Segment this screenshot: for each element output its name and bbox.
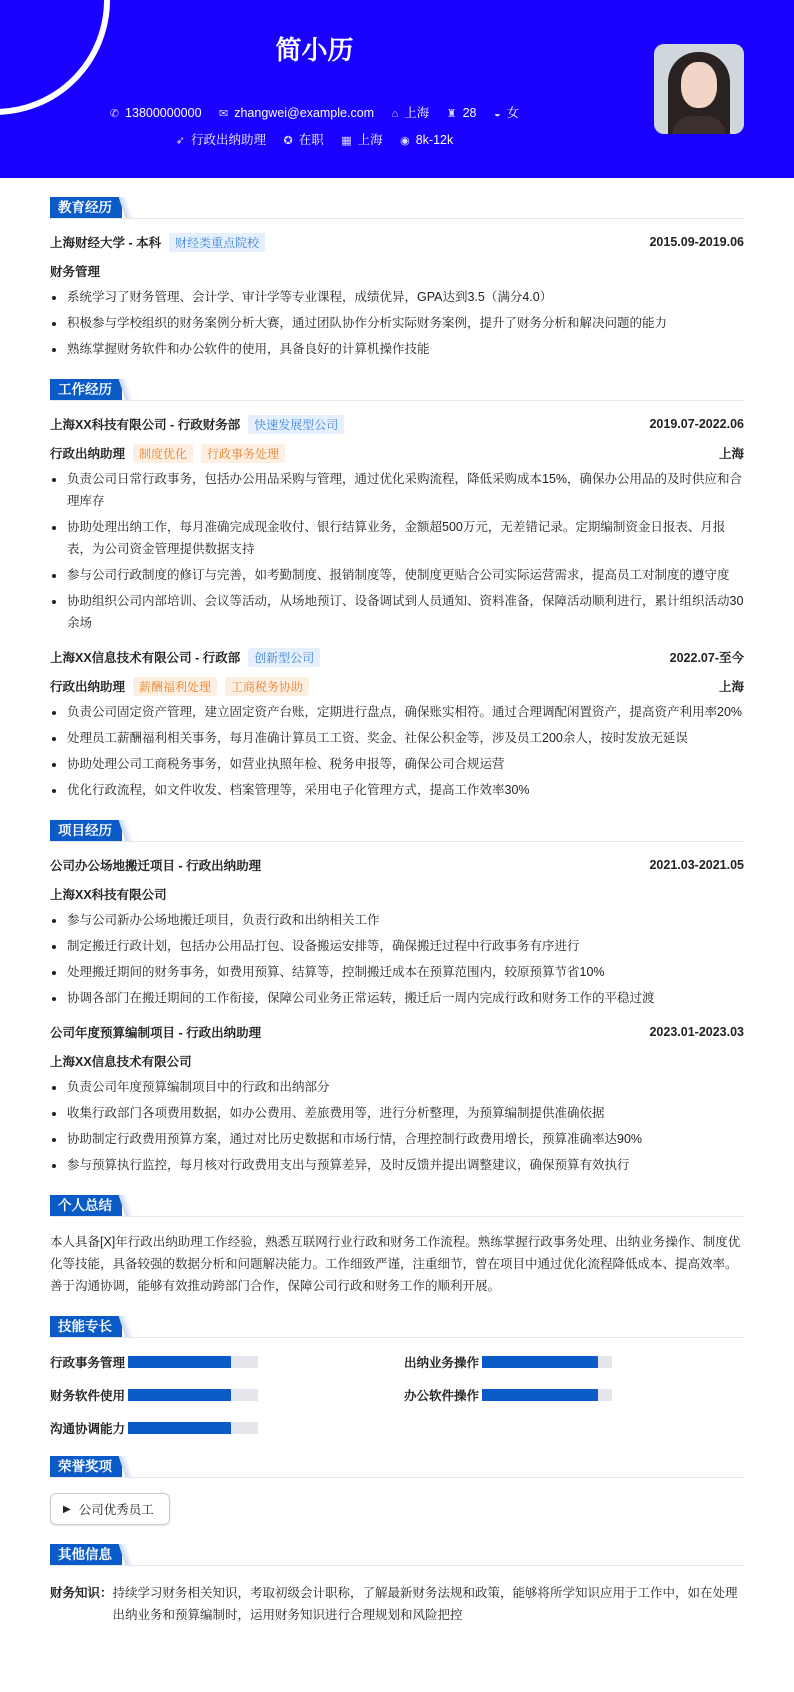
job: 行政出纳助理 bbox=[190, 133, 266, 147]
bullet-item: 熟练掌握财务软件和办公软件的使用，具备良好的计算机操作技能 bbox=[50, 338, 744, 360]
resume-header bbox=[0, 0, 794, 178]
role-name: 行政出纳助理 bbox=[50, 680, 126, 694]
phone: 13800000000 bbox=[125, 106, 202, 120]
bullet-item: 处理员工薪酬福利相关事务，每月准确计算员工工资、奖金、社保公积金等，涉及员工200余人，按时发放无延误 bbox=[50, 727, 744, 749]
skill-bar-fill bbox=[482, 1356, 598, 1368]
bullet-item: 收集行政部门各项费用数据，如办公费用、差旅费用等，进行分析整理，为预算编制提供准确依据 bbox=[50, 1102, 744, 1124]
work-city: 上海 bbox=[357, 133, 383, 147]
bullet-item: 负责公司固定资产管理，建立固定资产台账，定期进行盘点，确保账实相符。通过合理调配闲置资产，提高资产利用率20% bbox=[50, 701, 744, 723]
section-title-label: 工作经历 bbox=[50, 379, 122, 400]
work-location: 上海 bbox=[718, 447, 744, 461]
bullet-item: 协助组织公司内部培训、会议等活动，从场地预订、设备调试到人员通知、资料准备，保障活动顺利进行，累计组织活动30余场 bbox=[50, 590, 744, 634]
project-title: 公司年度预算编制项目 - 行政出纳助理 bbox=[50, 1026, 262, 1040]
role-tag: 制度优化 bbox=[133, 444, 193, 463]
major bbox=[50, 262, 744, 280]
school-name: 上海财经大学 - 本科 bbox=[50, 235, 162, 250]
bullet-item: 参与预算执行监控，每月核对行政费用支出与预算差异，及时反馈并提出调整建议，确保预算有效执行 bbox=[50, 1154, 744, 1176]
other-info-key: 财务知识： bbox=[50, 1586, 113, 1600]
caret-right-icon: ▶ bbox=[63, 1503, 71, 1515]
phone-icon: ✆ bbox=[109, 108, 120, 120]
status-icon: ✪ bbox=[283, 135, 293, 147]
email: zhangwei@example.com bbox=[234, 106, 375, 120]
role-wrap bbox=[50, 444, 285, 462]
company-name: 上海XX科技有限公司 - 行政财务部 bbox=[50, 417, 241, 432]
bullet-item: 协调各部门在搬迁期间的工作衔接，保障公司业务正常运转，搬迁后一周内完成行政和财务工作的平稳过渡 bbox=[50, 987, 744, 1009]
bullet-item: 参与公司行政制度的修订与完善，如考勤制度、报销制度等，使制度更贴合公司实际运营需求，提高员工对制度的遵守度 bbox=[50, 564, 744, 586]
summary-text: 本人具备[X]年行政出纳助理工作经验，熟悉互联网行业行政和财务工作流程。熟练掌握行政事务处理、出纳业务操作、制度优化等技能，具备较强的数据分析和问题解决能力。工作细致严谨，注重细节，曾在项目中通过优化流程降低成本、提高效率。善于沟通协调，能够有效推动跨部门合作，保障公司行政和财务工作的顺利开展。 bbox=[50, 1235, 741, 1293]
section-title-projects bbox=[50, 820, 744, 842]
skill-bar bbox=[128, 1356, 258, 1368]
bullet-item: 参与公司新办公场地搬迁项目，负责行政和出纳相关工作 bbox=[50, 909, 744, 931]
bullet-item: 负责公司日常行政事务，包括办公用品采购与管理，通过优化采购流程，降低采购成本15%，确保办公用品的及时供应和合理库存 bbox=[50, 468, 744, 512]
bullet-list bbox=[50, 1076, 744, 1176]
project-entry-header bbox=[50, 856, 744, 874]
bullet-item: 系统学习了财务管理、会计学、审计学等专业课程，成绩优异，GPA达到3.5（满分4.0） bbox=[50, 286, 744, 308]
education-school-wrap bbox=[50, 233, 265, 252]
bullet-item: 优化行政流程，如文件收发、档案管理等，采用电子化管理方式，提高工作效率30% bbox=[50, 779, 744, 801]
section-title-awards bbox=[50, 1456, 744, 1478]
project-date: 2023.01-2023.03 bbox=[649, 1025, 744, 1039]
candidate-name: 简小历 bbox=[275, 35, 354, 65]
bullet-list bbox=[50, 286, 744, 360]
bullet-item: 协助处理出纳工作，每月准确完成现金收付、银行结算业务，金额超500万元，无差错记录。定期编制资金日报表、月报表，为公司资金管理提供数据支持 bbox=[50, 516, 744, 560]
project-company-row bbox=[50, 885, 744, 903]
skill-name: 财务软件使用 bbox=[50, 1389, 126, 1403]
role-row bbox=[50, 677, 744, 695]
role-row bbox=[50, 444, 744, 462]
role-tag: 薪酬福利处理 bbox=[133, 677, 217, 696]
company-tag: 快速发展型公司 bbox=[248, 415, 344, 434]
work-entry-header bbox=[50, 415, 744, 433]
work-date: 2022.07-至今 bbox=[669, 651, 744, 665]
bullet-list bbox=[50, 468, 744, 634]
skill-bar-fill bbox=[482, 1389, 598, 1401]
project-company: 上海XX科技有限公司 bbox=[50, 888, 167, 902]
role-wrap bbox=[50, 677, 309, 695]
section-title-work bbox=[50, 379, 744, 401]
skill-name: 行政事务管理 bbox=[50, 1356, 126, 1370]
skill-item bbox=[404, 1353, 744, 1371]
resume-body bbox=[0, 197, 794, 1626]
bullet-item: 处理搬迁期间的财务事务，如费用预算、结算等，控制搬迁成本在预算范围内，较原预算节省10% bbox=[50, 961, 744, 983]
skill-bar bbox=[482, 1356, 612, 1368]
skill-bar-fill bbox=[128, 1356, 231, 1368]
mail-icon: ✉ bbox=[219, 108, 229, 120]
company-tag: 创新型公司 bbox=[248, 648, 320, 667]
skill-item bbox=[50, 1419, 404, 1437]
award-name: 公司优秀员工 bbox=[78, 1503, 154, 1517]
other-info-item bbox=[50, 1582, 744, 1626]
section-title-label: 教育经历 bbox=[50, 197, 122, 218]
skill-item bbox=[404, 1386, 744, 1404]
skills-grid bbox=[50, 1353, 744, 1437]
work-entry-header bbox=[50, 648, 744, 666]
section-title-label: 项目经历 bbox=[50, 820, 122, 841]
project-company: 上海XX信息技术有限公司 bbox=[50, 1055, 192, 1069]
avatar bbox=[654, 44, 744, 134]
skill-name: 出纳业务操作 bbox=[404, 1356, 480, 1370]
skill-bar bbox=[128, 1422, 258, 1434]
project-entry-header bbox=[50, 1023, 744, 1041]
section-title-label: 技能专长 bbox=[50, 1316, 122, 1337]
company-wrap bbox=[50, 415, 344, 434]
role-tag: 行政事务处理 bbox=[201, 444, 285, 463]
role-tag: 工商税务协助 bbox=[225, 677, 309, 696]
gender-icon: ◒ bbox=[493, 108, 501, 120]
company-wrap bbox=[50, 648, 320, 667]
salary-icon: ◉ bbox=[400, 135, 410, 147]
bullet-list bbox=[50, 701, 744, 801]
bullet-list bbox=[50, 909, 744, 1009]
section-title-label: 荣誉奖项 bbox=[50, 1456, 122, 1477]
skill-item bbox=[50, 1386, 404, 1404]
work-location: 上海 bbox=[718, 680, 744, 694]
work-date: 2019.07-2022.06 bbox=[649, 417, 744, 431]
skill-bar bbox=[482, 1389, 612, 1401]
status: 在职 bbox=[298, 133, 324, 147]
company-name: 上海XX信息技术有限公司 - 行政部 bbox=[50, 650, 241, 665]
bullet-item: 负责公司年度预算编制项目中的行政和出纳部分 bbox=[50, 1076, 744, 1098]
skill-item bbox=[50, 1353, 404, 1371]
skill-bar bbox=[128, 1389, 258, 1401]
section-title-summary bbox=[50, 1195, 744, 1217]
award-item[interactable] bbox=[50, 1493, 170, 1525]
project-date: 2021.03-2021.05 bbox=[649, 858, 744, 872]
age: 28 bbox=[462, 106, 477, 120]
cake-icon: ♜ bbox=[446, 108, 457, 120]
city: 上海 bbox=[404, 106, 430, 120]
school-tag: 财经类重点院校 bbox=[169, 233, 265, 252]
bullet-item: 协助处理公司工商税务事务，如营业执照年检、税务申报等，确保公司合规运营 bbox=[50, 753, 744, 775]
education-date: 2015.09-2019.06 bbox=[649, 235, 744, 249]
salary: 8k-12k bbox=[415, 133, 454, 147]
skill-name: 沟通协调能力 bbox=[50, 1422, 126, 1436]
section-title-education bbox=[50, 197, 744, 219]
section-title-label: 其他信息 bbox=[50, 1544, 122, 1565]
section-title-label: 个人总结 bbox=[50, 1195, 122, 1216]
major-name: 财务管理 bbox=[50, 265, 101, 279]
send-icon: ➶ bbox=[175, 135, 185, 147]
section-title-other bbox=[50, 1544, 744, 1566]
project-title: 公司办公场地搬迁项目 - 行政出纳助理 bbox=[50, 859, 262, 873]
skill-bar-fill bbox=[128, 1422, 231, 1434]
other-info-value: 持续学习财务相关知识，考取初级会计职称，了解最新财务法规和政策，能够将所学知识应用于工作中，如在处理出纳业务和预算编制时，运用财务知识进行合理规划和风险把控 bbox=[112, 1586, 738, 1622]
building-icon: ▦ bbox=[341, 135, 352, 147]
role-name: 行政出纳助理 bbox=[50, 447, 126, 461]
bullet-item: 协助制定行政费用预算方案，通过对比历史数据和市场行情，合理控制行政费用增长，预算准确率达90% bbox=[50, 1128, 744, 1150]
skill-bar-fill bbox=[128, 1389, 231, 1401]
education-entry-header bbox=[50, 233, 744, 251]
skill-name: 办公软件操作 bbox=[404, 1389, 480, 1403]
project-company-row bbox=[50, 1052, 744, 1070]
section-title-skills bbox=[50, 1316, 744, 1338]
bullet-item: 积极参与学校组织的财务案例分析大赛，通过团队协作分析实际财务案例，提升了财务分析和解决问题的能力 bbox=[50, 312, 744, 334]
gender: 女 bbox=[506, 106, 520, 120]
bullet-item: 制定搬迁行政计划，包括办公用品打包、设备搬运安排等，确保搬迁过程中行政事务有序进行 bbox=[50, 935, 744, 957]
home-icon: ⌂ bbox=[391, 108, 399, 120]
